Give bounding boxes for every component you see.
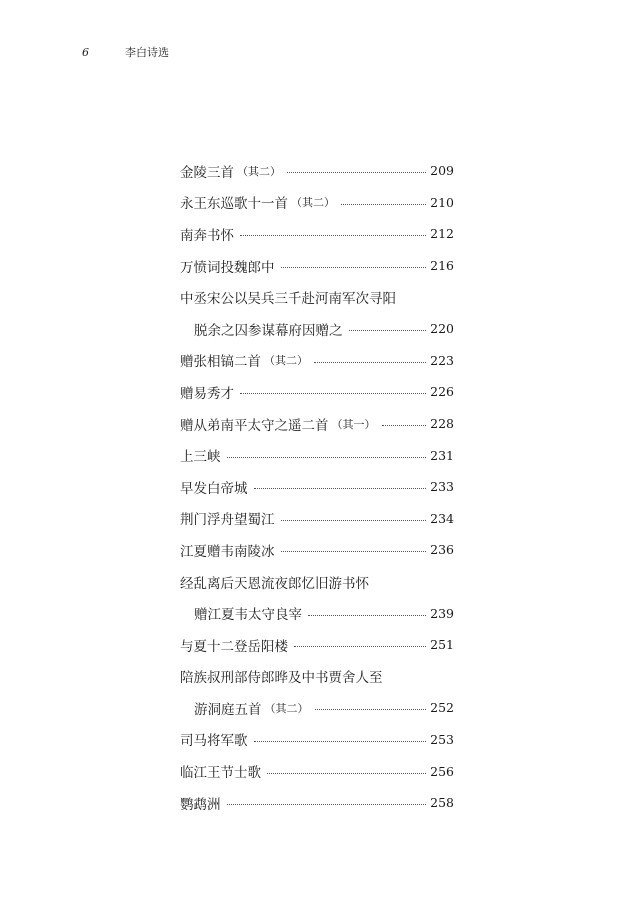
toc-entry-note: （其二） xyxy=(264,354,308,368)
toc-entry-title: 江夏赠韦南陵冰 xyxy=(180,543,275,560)
toc-entry-title: 经乱离后天恩流夜郎忆旧游书怀 xyxy=(180,575,369,592)
toc-entry xyxy=(180,787,454,819)
toc-entry-title: 赠易秀才 xyxy=(180,385,234,402)
toc-entry-page: 209 xyxy=(430,163,454,179)
toc-entry-title: 南奔书怀 xyxy=(180,227,234,244)
book-title: 李白诗选 xyxy=(125,46,169,59)
dot-leader xyxy=(227,804,427,805)
dot-leader xyxy=(267,773,426,774)
dot-leader xyxy=(254,741,427,742)
toc-entry-title: 陪族叔刑部侍郎晔及中书贾舍人至 xyxy=(180,670,383,687)
toc-entry-page: 258 xyxy=(430,795,454,811)
dot-leader xyxy=(349,330,427,331)
toc-entry-page: 226 xyxy=(430,384,454,400)
toc-entry xyxy=(180,408,454,440)
toc-entry xyxy=(180,218,454,250)
toc-entry-page: 233 xyxy=(430,479,454,495)
toc-entry-note: （其二） xyxy=(291,196,335,210)
dot-leader xyxy=(227,457,427,458)
toc-entry-page: 231 xyxy=(430,447,454,463)
toc-entry-note: （其二） xyxy=(237,164,281,178)
dot-leader xyxy=(382,425,427,426)
toc-entry xyxy=(180,345,454,377)
toc-entry-page: 212 xyxy=(430,226,454,242)
toc-entry-title: 脱余之囚参谋幕府因赠之 xyxy=(194,322,343,339)
dot-leader xyxy=(314,362,426,363)
dot-leader xyxy=(254,488,427,489)
toc-entry-title: 游洞庭五首 xyxy=(194,701,262,718)
dot-leader xyxy=(281,551,427,552)
toc-entry-page: 234 xyxy=(430,510,454,526)
toc-entry xyxy=(180,187,454,219)
toc-entry-note: （其一） xyxy=(331,417,376,431)
toc-entry-title: 赠江夏韦太守良宰 xyxy=(194,607,302,624)
dot-leader xyxy=(294,646,426,647)
toc-entry-page: 228 xyxy=(430,416,454,432)
toc-entry-page: 256 xyxy=(430,763,454,779)
dot-leader xyxy=(287,172,426,173)
dot-leader xyxy=(240,393,426,394)
table-of-contents xyxy=(180,155,454,818)
toc-entry-page: 253 xyxy=(430,731,454,747)
toc-entry-page: 251 xyxy=(430,637,454,653)
page-number: 6 xyxy=(82,46,89,59)
toc-entry xyxy=(180,155,454,187)
toc-entry-title: 中丞宋公以吴兵三千赴河南军次寻阳 xyxy=(180,291,396,308)
toc-entry xyxy=(180,692,454,724)
toc-entry-page: 239 xyxy=(430,605,454,621)
dot-leader xyxy=(281,520,427,521)
toc-entry-page: 220 xyxy=(430,321,454,337)
toc-entry-title: 荆门浮舟望蜀江 xyxy=(180,512,275,529)
toc-entry xyxy=(180,597,454,629)
toc-entry-title: 临江王节士歌 xyxy=(180,765,261,782)
toc-entry xyxy=(180,439,454,471)
dot-leader xyxy=(315,709,427,710)
toc-entry xyxy=(180,629,454,661)
dot-leader xyxy=(308,615,426,616)
toc-entry-title: 万愤词投魏郎中 xyxy=(180,259,275,276)
toc-entry xyxy=(180,534,454,566)
dot-leader xyxy=(281,267,427,268)
toc-entry-page: 216 xyxy=(430,258,454,274)
toc-entry-page: 252 xyxy=(430,700,454,716)
toc-entry xyxy=(180,755,454,787)
toc-entry-note: （其二） xyxy=(264,701,309,715)
toc-entry-title: 早发白帝城 xyxy=(180,480,248,497)
toc-entry xyxy=(180,250,454,282)
toc-entry-page: 223 xyxy=(430,352,454,368)
toc-entry xyxy=(180,281,454,313)
toc-entry xyxy=(180,724,454,756)
toc-entry xyxy=(180,471,454,503)
toc-entry xyxy=(180,661,454,693)
toc-entry xyxy=(180,566,454,598)
toc-entry-page: 210 xyxy=(430,194,454,210)
toc-entry-title: 永王东巡歌十一首 xyxy=(180,196,288,213)
toc-entry-page: 236 xyxy=(430,542,454,558)
toc-entry xyxy=(180,503,454,535)
toc-entry-title: 与夏十二登岳阳楼 xyxy=(180,638,288,655)
toc-entry-title: 司马将军歌 xyxy=(180,733,248,750)
toc-entry-title: 赠从弟南平太守之遥二首 xyxy=(180,417,329,434)
toc-entry-title: 上三峡 xyxy=(180,449,221,466)
toc-entry-title: 鹦鹉洲 xyxy=(180,796,221,813)
dot-leader xyxy=(341,204,426,205)
toc-entry-title: 金陵三首 xyxy=(180,164,234,181)
toc-entry xyxy=(180,313,454,345)
toc-entry-title: 赠张相镐二首 xyxy=(180,354,261,371)
dot-leader xyxy=(240,235,426,236)
toc-entry xyxy=(180,376,454,408)
